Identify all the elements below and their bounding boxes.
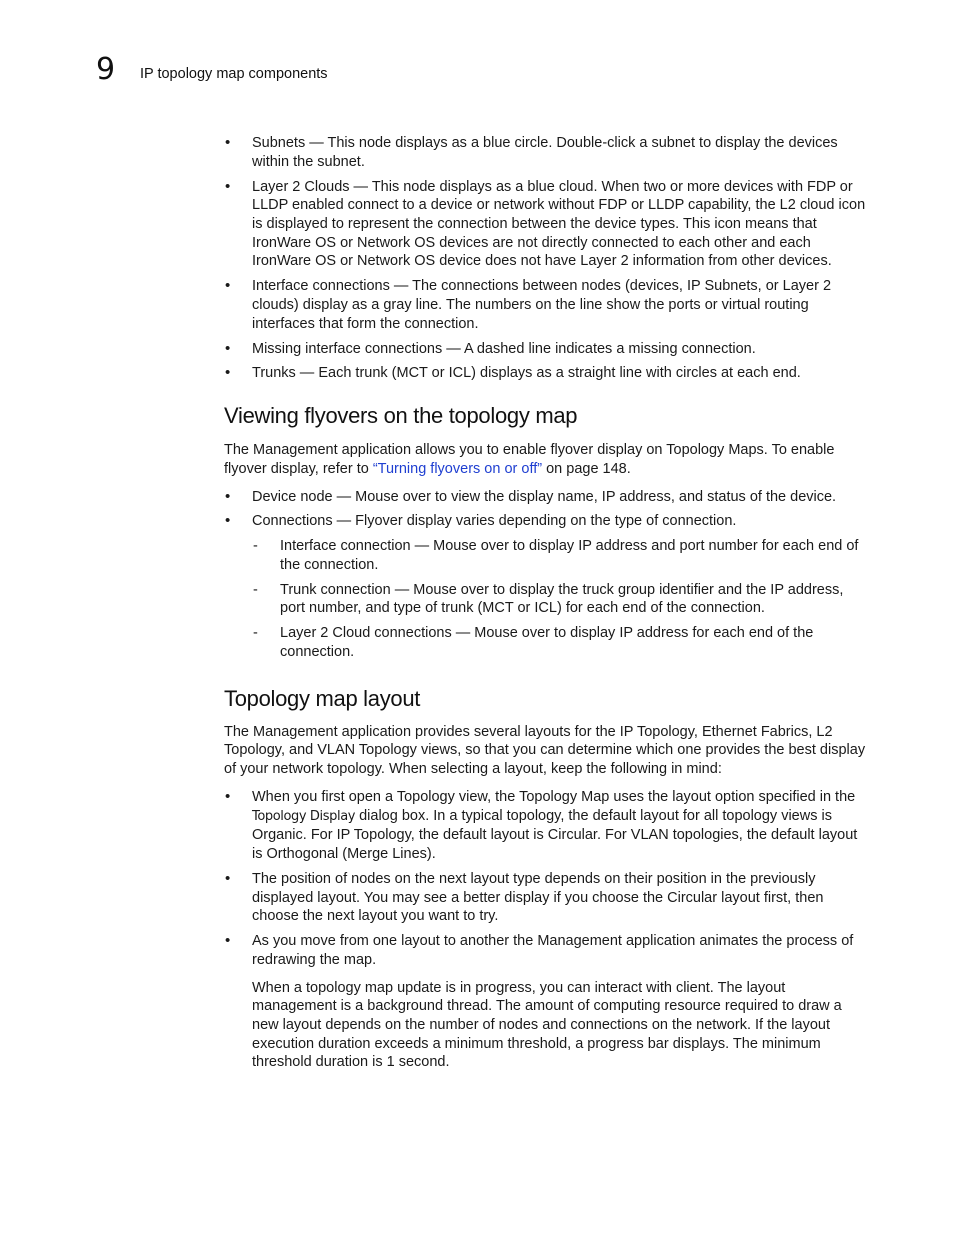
list-item: [224, 788, 870, 864]
layout-intro: The Management application provides several layouts for the IP Topology, Ethernet Fabrics, L2 Topology, and VLAN Topology views, so that you can determine which one provides the best display of your network topology. When selecting a layout, keep the following in mind:: [224, 723, 866, 778]
sub-list-item: - Trunk connection — Mouse over to display the truck group identifier and the IP address, port number, and type of trunk (MCT or ICL) for each end of the connection.: [252, 581, 870, 618]
list-item-text: Connections — Flyover display varies depending on the type of connection.: [252, 513, 737, 530]
connection-sublist: [252, 537, 870, 662]
list-item-text: As you move from one layout to another the Management application animates the process of redrawing the map.: [252, 933, 854, 968]
flyovers-intro-page-ref: on page 148.: [542, 460, 631, 477]
sub-list-item: - Interface connection — Mouse over to display IP address and port number for each end of the connection.: [252, 537, 870, 574]
list-item: • Trunks — Each trunk (MCT or ICL) displays as a straight line with circles at each end.: [224, 364, 870, 383]
list-item-text: When you first open a Topology view, the Topology Map uses the layout option specified in the: [252, 788, 856, 805]
turning-flyovers-link[interactable]: “Turning flyovers on or off”: [372, 460, 543, 477]
list-item-text: dialog box. In a typical topology, the default layout for all topology views is Organic. For IP Topology, the default layout is Circular. For VLAN topologies, the default layout is Orthogonal (Merge Lines).: [252, 807, 858, 862]
list-item: • Interface connections — The connections between nodes (devices, IP Subnets, or Layer 2 clouds) display as a gray line. The numbers on the line show the ports or virtual routing interfaces that form the connection.: [224, 277, 870, 333]
topology-display-term: Topology Display: [252, 808, 356, 824]
section-heading-flyovers: Viewing flyovers on the topology map: [224, 403, 578, 429]
list-item: [224, 932, 870, 1072]
chapter-number: 9: [96, 52, 116, 87]
flyovers-intro: [224, 441, 870, 478]
list-item-note: When a topology map update is in progress, you can interact with client. The layout management is a background thread. The amount of computing resource required to draw a new layout depends on the number of nodes and connections on the network. If the layout execution duration exceeds a minimum threshold, a progress bar displays. The minimum threshold duration is 1 second.: [252, 979, 842, 1071]
list-item: • Subnets — This node displays as a blue circle. Double-click a subnet to display the devices within the subnet.: [224, 134, 870, 171]
running-title: IP topology map components: [140, 66, 328, 82]
flyover-list: [224, 488, 870, 662]
list-item: • Device node — Mouse over to view the display name, IP address, and status of the device.: [224, 488, 870, 507]
list-item: [224, 512, 870, 661]
page-body: [224, 134, 870, 1078]
sub-list-item: - Layer 2 Cloud connections — Mouse over to display IP address for each end of the connection.: [252, 624, 870, 661]
node-type-list: [224, 134, 870, 383]
list-item: • Layer 2 Clouds — This node displays as a blue cloud. When two or more devices with FDP or LLDP enabled connect to a device or network without FDP or LLDP capability, the L2 cloud icon is displayed to represent the connection between the device types. This icon means that IronWare OS or Network OS devices are not directly connected to each other and each IronWare OS or Network OS device does not have Layer 2 information from other devices.: [224, 178, 870, 272]
list-item: • Missing interface connections — A dashed line indicates a missing connection.: [224, 340, 870, 359]
list-item: • The position of nodes on the next layout type depends on their position in the previously displayed layout. You may see a better display if you choose the Circular layout first, then choose the next layout you want to try.: [224, 870, 870, 926]
flyovers-intro-text: The Management application allows you to enable flyover display on Topology Maps. To enable flyover display, refer to: [224, 442, 835, 477]
section-heading-layout: Topology map layout: [224, 685, 421, 711]
layout-list: [224, 788, 870, 1072]
